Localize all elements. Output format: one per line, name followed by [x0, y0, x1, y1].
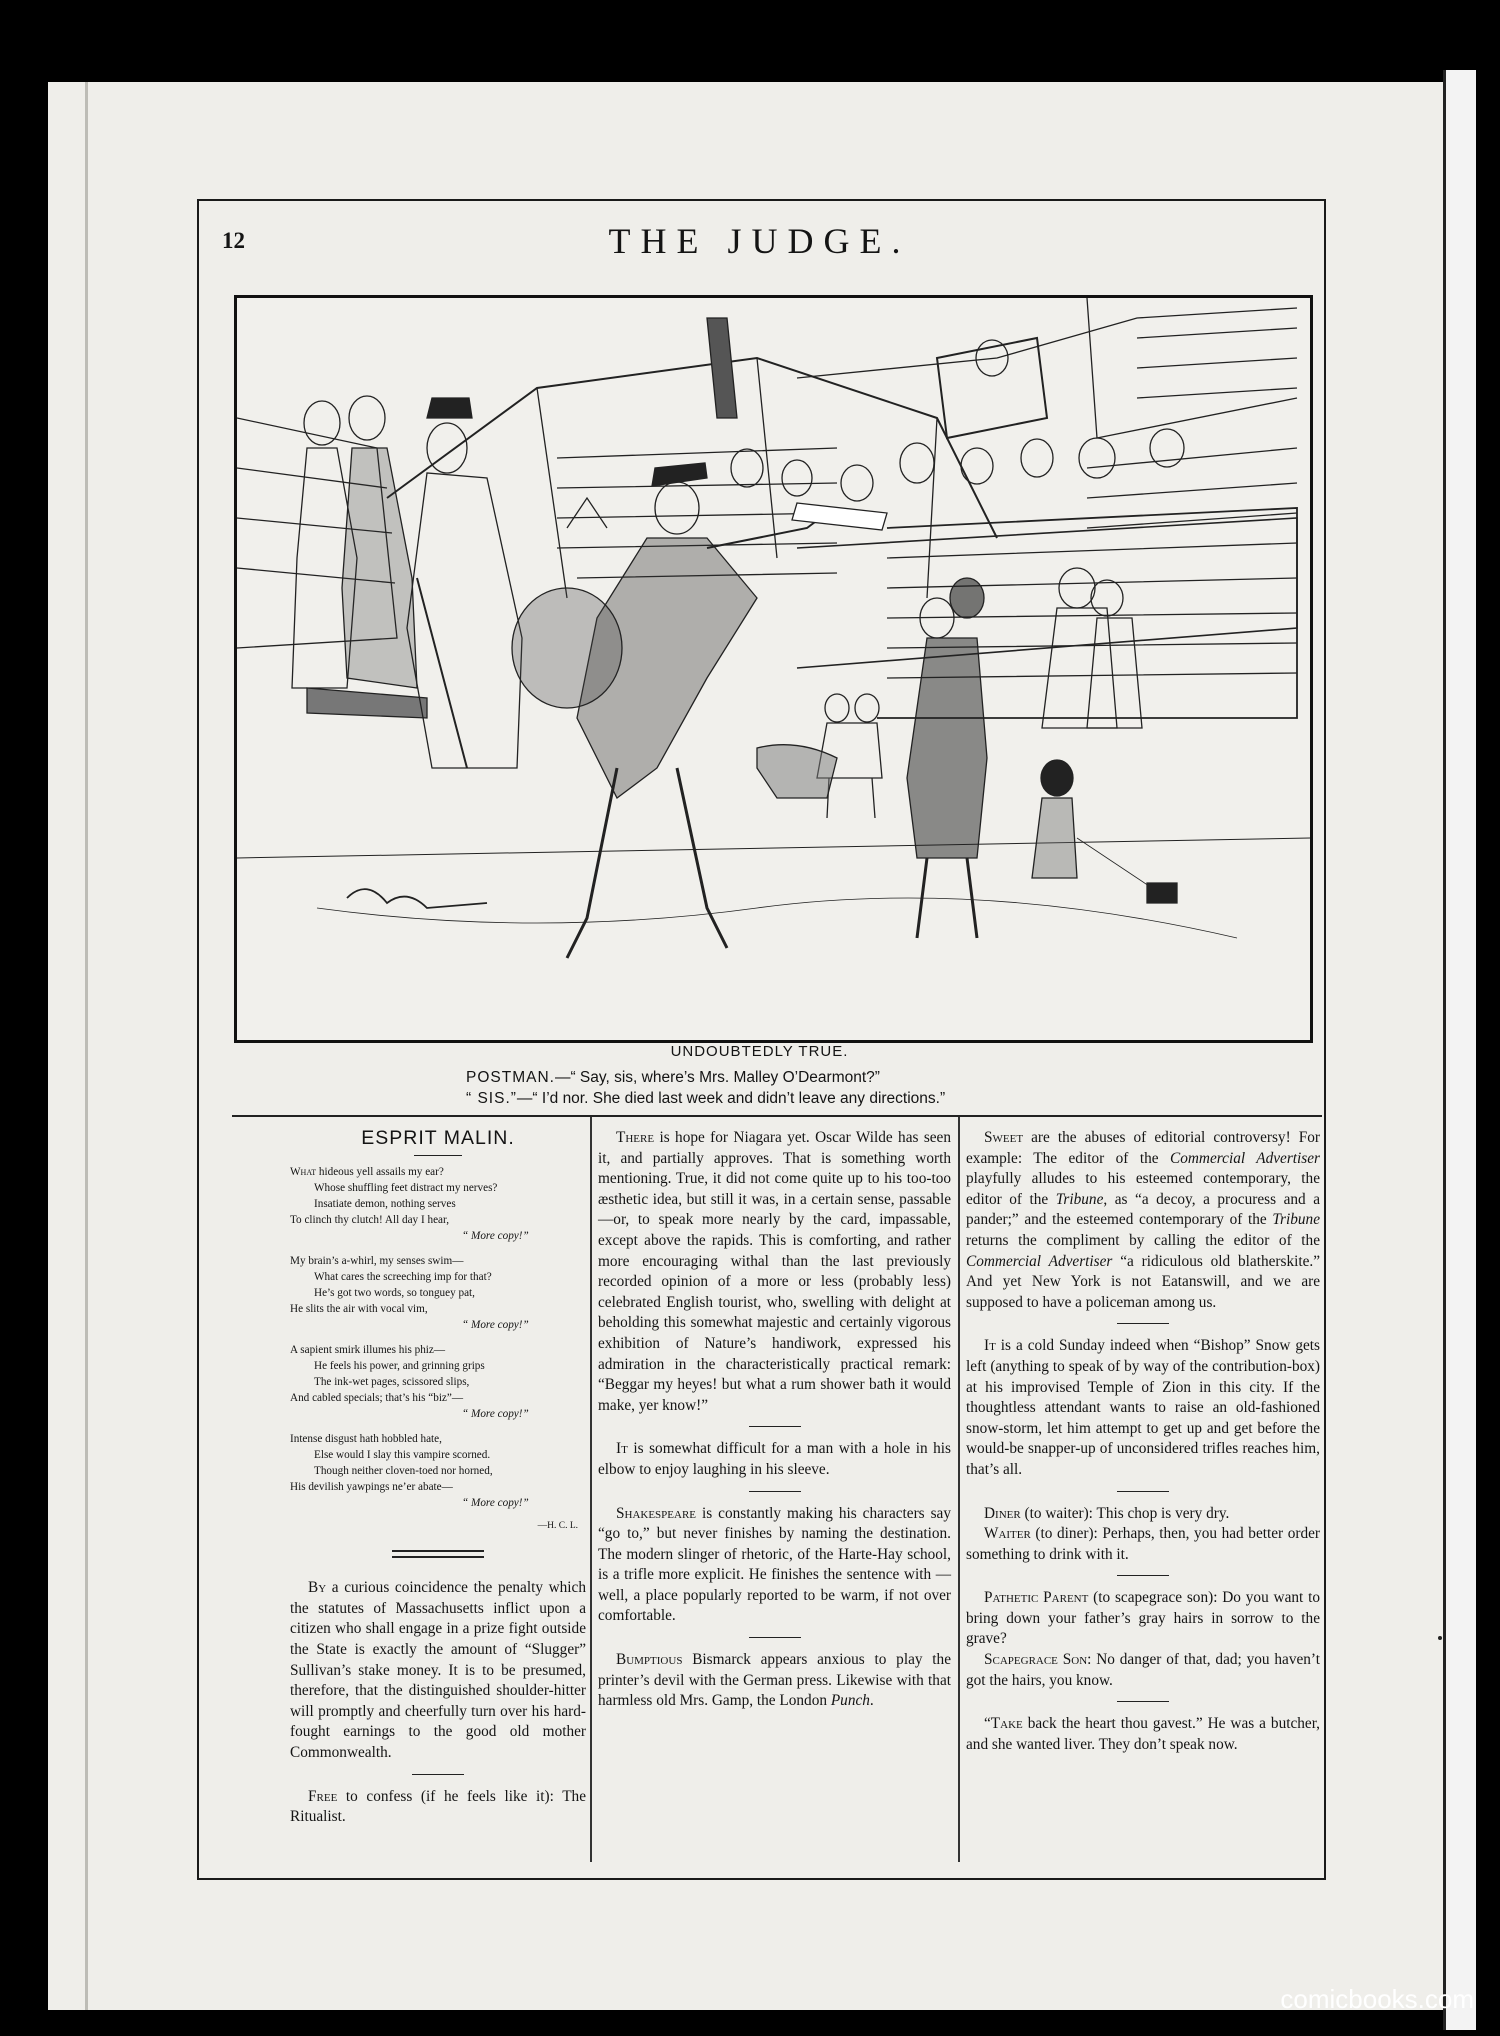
paragraph-text: No danger of that, dad; you haven’t got the hairs, you know.: [966, 1651, 1320, 1689]
poem-title-rule: [414, 1155, 462, 1156]
poem-refrain: “ More copy!”: [462, 1230, 529, 1243]
paragraph-bismarck: [598, 1650, 951, 1712]
paragraph-text: (to scapegrace son): Do you want to bring down your father’s gray hairs in sorrow to the grave?: [966, 1589, 1320, 1648]
caption-line-sis: [466, 1090, 945, 1108]
paragraph-lead: Bumptious: [616, 1651, 683, 1669]
poem-stanza-4: [290, 1431, 586, 1512]
paragraph-text: a curious coincidence the penalty which the statutes of Massachusetts inflict upon a citizen who shall engage in a prize fight outside the State is exactly the amount of “Slugger” Sullivan’s stake money. It is to be presumed, therefore, that the distinguished shoulder-hitter will promptly and cheerfully turn over his hard-fought earnings to the good old mother Commonwealth.: [290, 1579, 586, 1761]
caption-speaker-sis: “ SIS.”: [466, 1090, 517, 1107]
poem-line: Insatiate demon, nothing serves: [314, 1198, 456, 1210]
paragraph-scapegrace-son: [966, 1650, 1320, 1691]
section-double-rule: [392, 1550, 484, 1558]
paragraph-pathetic-parent: [966, 1588, 1320, 1650]
column-rule-2: [958, 1117, 960, 1862]
poem-line: And cabled specials; that’s his “biz”—: [290, 1392, 464, 1405]
paragraph-text: “a ridiculous old blatherskite.” And yet New York is not Eatanswill, and we are supposed to have a policeman among us.: [966, 1252, 1321, 1311]
masthead: THE JUDGE.: [608, 221, 911, 261]
paragraph-separator: [1117, 1323, 1169, 1324]
paragraph-italic: Tribune: [1055, 1190, 1104, 1208]
poem-stanza-2: [290, 1253, 586, 1334]
poem-line: He slits the air with vocal vim,: [290, 1303, 428, 1316]
paragraph-separator: [1117, 1701, 1169, 1702]
paragraph-text: back the heart thou gavest.” He was a butcher, and she wanted liver. They don’t speak now.: [966, 1715, 1320, 1753]
ink-speck: [1438, 1636, 1442, 1640]
poem-line: A sapient smirk illumes his phiz—: [290, 1343, 446, 1356]
paragraph-diner: [966, 1504, 1320, 1525]
paragraph-editorial: [966, 1128, 1320, 1313]
column-3: [966, 1128, 1320, 1755]
caption-line-postman: [466, 1069, 880, 1087]
paragraph-lead: It: [616, 1440, 628, 1458]
paragraph-text: .: [869, 1692, 874, 1710]
paragraph-lead: By: [308, 1579, 327, 1597]
page-number: 12: [222, 228, 245, 253]
poem-line: The ink-wet pages, scissored slips,: [314, 1376, 470, 1389]
cartoon-illustration: [234, 295, 1313, 1043]
paragraph-prize-fight: [290, 1578, 586, 1763]
poem-signature: —H. C. L.: [537, 1520, 578, 1531]
poem-refrain: “ More copy!”: [462, 1319, 529, 1332]
paragraph-lead: It: [984, 1337, 996, 1355]
paragraph-bishop-snow: [966, 1336, 1320, 1480]
poem-line: Else would I slay this vampire scorned.: [314, 1448, 491, 1461]
paragraph-separator: [749, 1637, 801, 1638]
paragraph-text: is a cold Sunday indeed when “Bishop” Snow gets left (anything to speak of by way of the contribution-box) at his improvised Temple of Zion in this city. If the thoughtless attendant wants to raise an old-fashioned snow-storm, let him attempt to get up and get before the would-be snapper-up of unconsidered trifles reaches him, that’s all.: [966, 1337, 1320, 1478]
poem-stanza-1: [290, 1164, 586, 1245]
poem-stanza-3: [290, 1342, 586, 1423]
poem-refrain: “ More copy!”: [462, 1497, 529, 1510]
poem-line: hideous yell assails my ear?: [316, 1165, 444, 1178]
caption-speaker-postman: POSTMAN.: [466, 1069, 555, 1086]
paragraph-ritualist: [290, 1787, 586, 1828]
paragraph-butcher: [966, 1714, 1320, 1755]
paragraph-lead: Diner: [984, 1504, 1021, 1522]
paragraph-lead: Scapegrace Son:: [984, 1651, 1092, 1669]
paragraph-shakespeare: [598, 1504, 951, 1628]
paragraph-lead: Sweet: [984, 1129, 1024, 1146]
column-2: [598, 1128, 951, 1712]
poem-line: He feels his power, and grinning grips: [314, 1359, 485, 1372]
paragraph-lead: Waiter: [984, 1525, 1031, 1543]
poem-refrain: “ More copy!”: [462, 1408, 529, 1421]
paragraph-lead: Shakespeare: [616, 1504, 697, 1522]
paragraph-text: (to diner): Perhaps, then, you had better order something to drink with it.: [966, 1525, 1320, 1563]
paragraph-italic: Commercial Advertiser: [966, 1252, 1113, 1270]
paragraph-italic: Punch: [830, 1692, 870, 1710]
poem-line: His devilish yawpings ne’er abate—: [290, 1481, 453, 1494]
paragraph-text: , as “a decoy, a procuress and a pander;” and the esteemed contemporary of the: [966, 1190, 1320, 1229]
paragraph-text: is somewhat difficult for a man with a hole in his elbow to enjoy laughing in his sleeve.: [598, 1440, 951, 1478]
poem-line: Though neither cloven-toed nor horned,: [314, 1465, 493, 1478]
paragraph-text: are the abuses of editorial controversy! For example: The editor of the: [966, 1129, 1320, 1167]
header-rule: [232, 1115, 1322, 1117]
paragraph-separator: [412, 1774, 464, 1775]
poem-line: Whose shuffling feet distract my nerves?: [314, 1181, 498, 1194]
paragraph-lead: “Take: [984, 1715, 1023, 1733]
site-watermark: comicbooks.com: [1280, 1984, 1474, 2014]
poem-line: What cares the screeching imp for that?: [314, 1270, 492, 1283]
cartoon-drawing: [237, 298, 1310, 1040]
paragraph-lead: Pathetic Parent: [984, 1589, 1089, 1607]
caption-text-sis: —“ I’d nor. She died last week and didn’t leave any directions.”: [516, 1090, 946, 1107]
paragraph-niagara: [598, 1128, 951, 1416]
cartoon-caption-title: UNDOUBTEDLY TRUE.: [670, 1043, 849, 1060]
paragraph-italic: Tribune: [1272, 1211, 1320, 1229]
paragraph-text: is constantly making his characters say “go to,” but never finishes by naming the destination. The modern slinger of rhetoric, of the Harte-Hay school, is a trifle more explicit. He finishes the sentence with —well, a place popularly reported to be warm, if not over comfortable.: [598, 1504, 951, 1625]
column-rule-1: [590, 1117, 592, 1862]
paragraph-italic: Commercial Advertiser: [1170, 1149, 1320, 1167]
paragraph-separator: [1117, 1575, 1169, 1576]
paragraph-text: playfully alludes to his esteemed contemporary, the editor of the: [966, 1170, 1320, 1208]
paragraph-elbow: [598, 1439, 951, 1480]
paragraph-separator: [749, 1426, 801, 1427]
paragraph-separator: [749, 1491, 801, 1492]
poem-title: ESPRIT MALIN.: [361, 1127, 515, 1149]
paragraph-text: is hope for Niagara yet. Oscar Wilde has seen it, and partially approves. That is something worth mentioning. True, it did not come quite up to his too-too æsthetic idea, but still it was, in a certain sense, passable—or, to speak more nearly by the card, impassable, except above the rapids. This is comforting, and rather more encouraging withal than the last previously recorded opinion of a more or less (probably less) celebrated English tourist, who, swelling with delight at beholding this somewhat majestic and certainly vigorous exhibition of Nature’s handiwork, expressed his admiration in the characteristically practical remark: “Beggar my heyes! but what a rum shower bath it would make, yer know!”: [598, 1129, 951, 1414]
paragraph-separator: [1117, 1491, 1169, 1492]
next-page-strip: [1443, 70, 1476, 2030]
stanza-first-word: What: [290, 1165, 317, 1178]
paragraph-lead: There: [616, 1129, 655, 1146]
paragraph-text: returns the compliment by calling the editor of the: [966, 1231, 1320, 1249]
poem-line: He’s got two words, so tonguey pat,: [314, 1287, 475, 1300]
poem-line: To clinch thy clutch! All day I hear,: [290, 1214, 450, 1227]
paragraph-text: Bismarck appears anxious to play the printer’s devil with the German press. Likewise with that harmless old Mrs. Gamp, the London: [598, 1651, 951, 1710]
paragraph-lead: Free: [308, 1787, 338, 1805]
paragraph-waiter: [966, 1524, 1320, 1565]
paragraph-text: to confess (if he feels like it): The Ritualist.: [290, 1787, 586, 1826]
column-1: [290, 1128, 586, 1828]
poem-line: My brain’s a-whirl, my senses swim—: [290, 1254, 464, 1267]
caption-text-postman: —“ Say, sis, where’s Mrs. Malley O’Dearmont?”: [554, 1069, 880, 1086]
page-edge: [85, 82, 88, 2010]
poem-line: Intense disgust hath hobbled hate,: [290, 1432, 442, 1445]
paragraph-text: (to waiter): This chop is very dry.: [1020, 1504, 1230, 1522]
